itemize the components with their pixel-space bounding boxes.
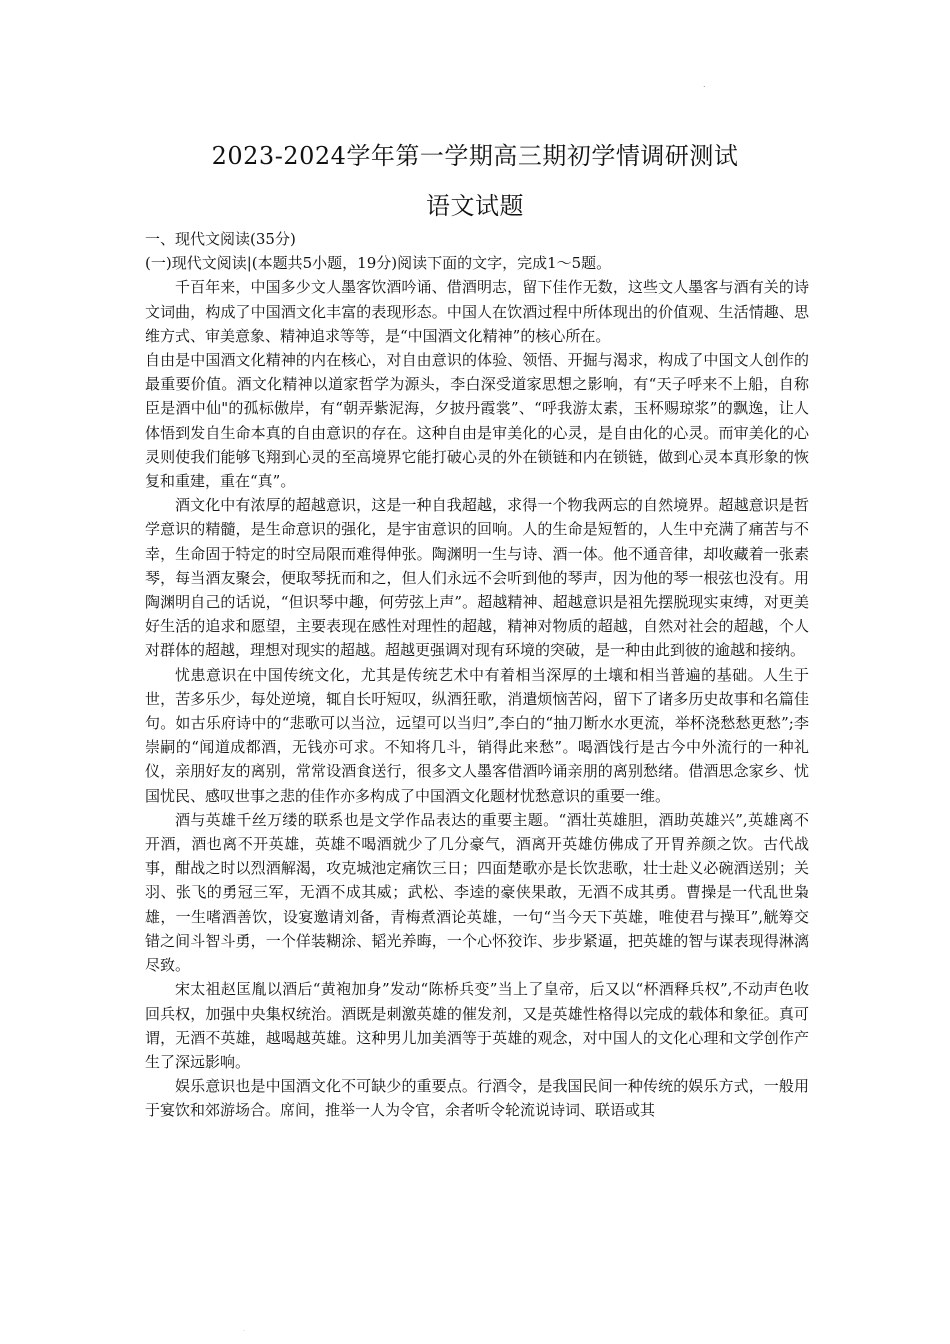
- paragraph-4: 忧患意识在中国传统文化，尤其是传统艺术中有着相当深厚的土壤和相当普遍的基础。人生于世，苦多乐少，每处逆境，辄自长吁短叹，纵酒狂歌，消遣烦恼苦闷，留下了诸多历史故事和名篇佳句。如古乐府诗中的“悲歌可以当泣，远望可以当归”,李白的“抽刀断水水更流，举杯浇愁愁更愁”;李崇嗣的“闻道成都酒，无钱亦可求。不知将几斗，销得此来愁”。喝酒饯行是古今中外流行的一种礼仪，亲朋好友的离别，常常设酒食送行，很多文人墨客借酒吟诵亲朋的离别愁绪。借酒思念家乡、忧国忧民、感叹世事之悲的佳作亦多构成了中国酒文化题材忧愁意识的重要一维。: [145, 665, 809, 805]
- footer-mark: .: [243, 1326, 245, 1333]
- corner-mark: .: [703, 80, 706, 89]
- subsection-heading: (一)现代文阅读|(本题共5小题，19分)阅读下面的文字，完成1～5题。: [145, 254, 612, 273]
- paragraph-3: 酒文化中有浓厚的超越意识，这是一种自我超越，求得一个物我两忘的自然境界。超越意识是哲学意识的精髓，是生命意识的强化，是宇宙意识的回响。人的生命是短暂的，人生中充满了痛苦与不幸，生命固于特定的时空局限而难得伸张。陶渊明一生与诗、酒一体。他不通音律，却收藏着一张素琴，每当酒友聚会，便取琴抚而和之，但人们永远不会听到他的琴声，因为他的琴一根弦也没有。用陶渊明自己的话说，“但识琴中趣，何劳弦上声”。超越精神、超越意识是祖先摆脱现实束缚，对更美好生活的追求和愿望，主要表现在感性对理性的超越，精神对物质的超越，自然对社会的超越，个人对群体的超越，理想对现实的超越。超越更强调对现有环境的突破，是一种由此到彼的逾越和接纳。: [145, 496, 809, 660]
- paragraph-5: 酒与英雄千丝万缕的联系也是文学作品表达的重要主题。“酒壮英雄胆，酒助英雄兴”,英雄离不开酒，酒也离不开英雄，英雄不喝酒就少了几分豪气，酒离开英雄仿佛成了开胃养颜之饮。古代战事，酣战之时以烈酒解渴，攻克城池定痛饮三日；四面楚歌亦是长饮悲歌，壮士赴义必碗酒送别；关羽、张飞的勇冠三军，无酒不成其威；武松、李逵的豪侠果敢，无酒不成其勇。曹操是一代乱世枭雄，一生嗜酒善饮，设宴邀请刘备，青梅煮酒论英雄，一句“当今天下英雄，唯使君与操耳”,觥筹交错之间斗智斗勇，一个佯装糊涂、韬光养晦，一个心怀狡诈、步步紧逼，把英雄的智与谋表现得淋漓尽致。: [145, 810, 809, 975]
- paragraph-1: 千百年来，中国多少文人墨客饮酒吟诵、借酒明志，留下佳作无数，这些文人墨客与酒有关的诗文词曲，构成了中国酒文化丰富的表现形态。中国人在饮酒过程中所体现出的价值观、生活情趣、思维方式、审美意象、精神追求等等，是“中国酒文化精神”的核心所在。: [145, 278, 809, 345]
- exam-title: 2023-2024学年第一学期高三期初学情调研测试: [211, 142, 739, 170]
- document-body: [145, 227, 809, 1123]
- paragraph-2: 自由是中国酒文化精神的内在核心，对自由意识的体验、领悟、开掘与渴求，构成了中国文人创作的最重要价值。酒文化精神以道家哲学为源头，李白深受道家思想之影响，有“天子呼来不上船，自称臣是酒中仙"的孤标傲岸，有“朝弄紫泥海，夕披丹霞裳”、“呼我游太素，玉杯赐琼浆”的飘逸，让人体悟到发自生命本真的自由意识的存在。这种自由是审美化的心灵，是自由化的心灵。而审美化的心灵则使我们能够飞翔到心灵的至高境界它能打破心灵的外在锁链和内在锁链，做到心灵本真形象的恢复和重建，重在“真”。: [145, 351, 809, 491]
- paragraph-7: 娱乐意识也是中国酒文化不可缺少的重要点。行酒令，是我国民间一种传统的娱乐方式，一般用于宴饮和郊游场合。席间，推举一人为令官，余者听令轮流说诗词、联语或其: [145, 1077, 809, 1120]
- paragraph-6: 宋太祖赵匡胤以酒后“黄袍加身”发动“陈桥兵变”当上了皇帝，后又以“杯酒释兵权”,不动声色收回兵权，加强中央集权统治。酒既是刺激英雄的催发剂，又是英雄性格得以完成的载体和象征。真可谓，无酒不英雄，越喝越英雄。这种男儿加美酒等于英雄的观念，对中国人的文化心理和文学创作产生了深远影响。: [145, 980, 809, 1071]
- exam-subtitle: 语文试题: [426, 192, 524, 220]
- section-heading: 一、现代文阅读(35分): [145, 230, 296, 248]
